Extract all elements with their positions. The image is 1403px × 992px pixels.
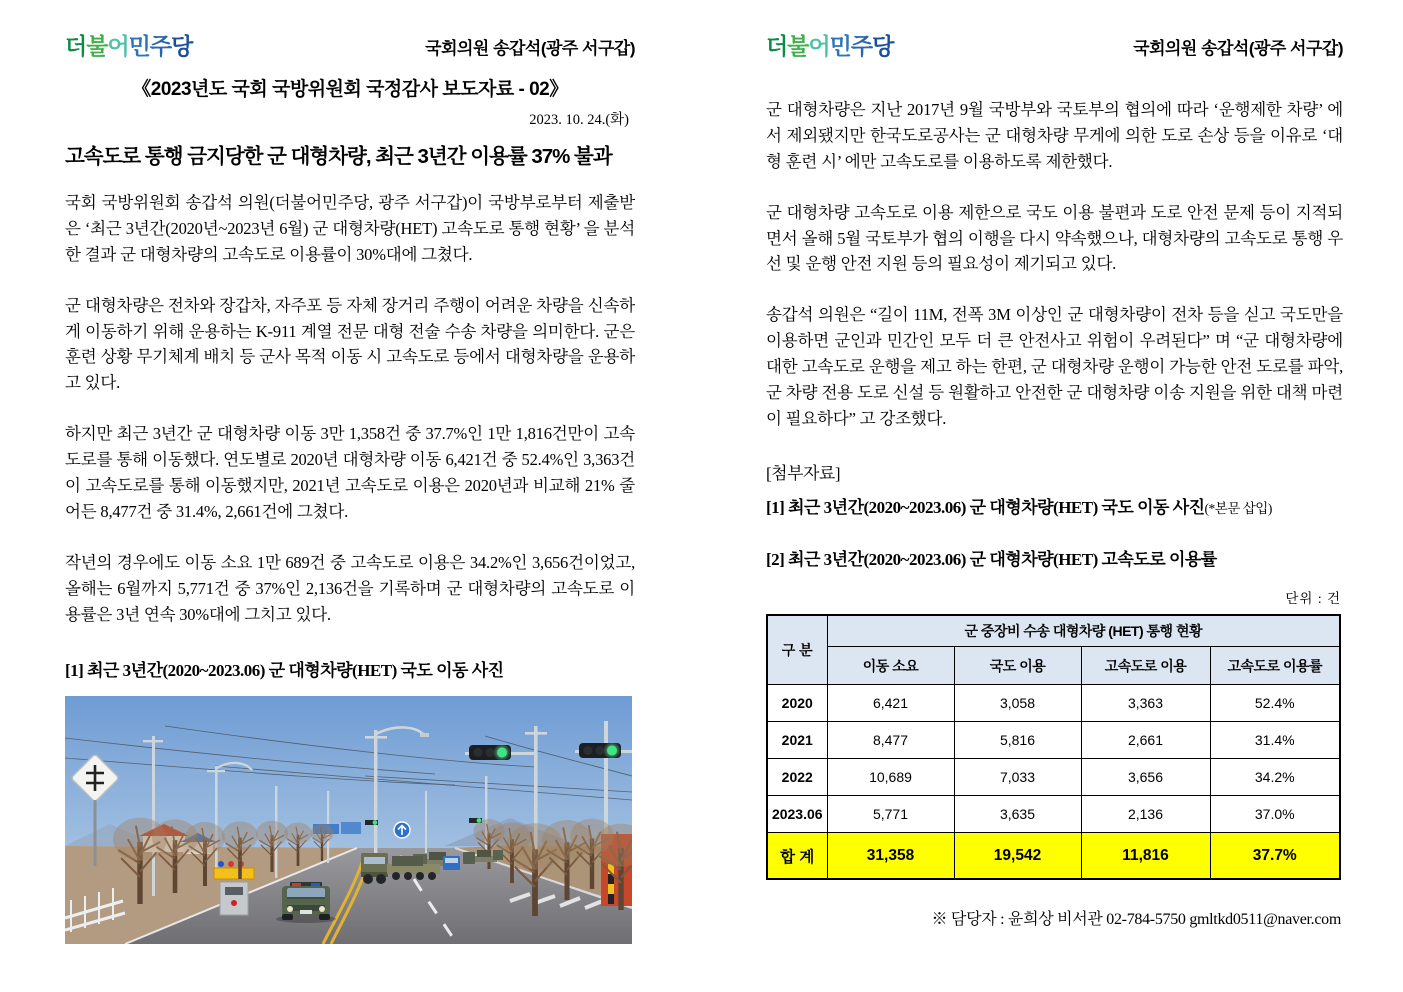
escort-vehicle	[276, 882, 336, 923]
paragraph: 송갑석 의원은 “길이 11M, 전폭 3M 이상인 군 대형차량이 전차 등을 싣고 국도만을 이용하면 군인과 민간인 모두 더 큰 안전사고 위험이 우려된다” 며 “군 대형차량에 대한 고속도로 운행을 제고 하는 한편, 군 대형차량 운행이 가능한 안전 도로를 파악, 군 차량 전용 도로 신설 등 원활하고 안전한 군 대형차량 이송 지원을 위한 대책 마련이 필요하다” 고 강조했다.	[766, 305, 1343, 428]
paragraph: 군 대형차량은 지난 2017년 9월 국방부와 국토부의 협의에 따라 ‘운행제한 차량’ 에서 제외됐지만 한국도로공사는 군 대형차량 무게에 의한 도로 손상 등을 이유로 ‘대형 훈련 시’ 에만 고속도로를 이용하도록 제한했다.	[766, 100, 1343, 171]
attachment-1-note: (*본문 삽입)	[1204, 500, 1272, 516]
road-sign-box	[214, 861, 254, 915]
attachment-item-1	[766, 493, 1343, 518]
convoy-photo	[65, 696, 632, 944]
page-right-header	[766, 28, 1343, 61]
paragraph: 하지만 최근 3년간 군 대형차량 이동 3만 1,358건 중 37.7%인 1만 1,816건만이 고속도로를 통해 이동했다. 연도별로 2020년 대형차량 이동 6,421건 중 52.4%인 3,363건이 고속도로를 통해 이동했지만, 2021년 고속도로 이용은 2020년과 비교해 21% 줄어든 8,477건 중 31.4%, 2,661건에 그쳤다.	[65, 424, 635, 521]
contact-line: ※ 담당자 : 윤희상 비서관 02-784-5750 gmltkd0511@naver.com	[931, 910, 1341, 928]
paragraph: 작년의 경우에도 이동 소요 1만 689건 중 고속도로 이용은 34.2%인 3,656건이었고, 올해는 6월까지 5,771건 중 37%인 2,136건을 기록하며 군 대형차량의 고속도로 이용률은 3년 연속 30%대에 그치고 있다.	[65, 552, 635, 624]
headline: 고속도로 통행 금지당한 군 대형차량, 최근 3년간 이용률 37% 불과	[65, 145, 612, 168]
highway-usage-table	[766, 614, 1341, 880]
page-left-header	[65, 28, 635, 61]
col-header: 고속도로 이용	[1081, 647, 1210, 685]
member-name: 국회의원 송갑석(광주 서구갑)	[1133, 39, 1343, 58]
page-left	[65, 28, 635, 944]
table-row: 2022 10,689 7,033 3,656 34.2%	[767, 759, 1340, 796]
table-total-row: 합 계 31,358 19,542 11,816 37.7%	[767, 833, 1340, 879]
attachments-label: [첨부자료]	[766, 463, 841, 483]
paragraph: 국회 국방위원회 송갑석 의원(더불어민주당, 광주 서구갑)이 국방부로부터 제출받은 ‘최근 3년간(2020년~2023년 6월) 군 대형차량(HET) 고속도로 통행 현황’ 을 분석한 결과 군 대형차량의 고속도로 이용률이 30%대에 그쳤다.	[65, 193, 635, 264]
direction-board	[341, 822, 361, 834]
party-logo: 더불어민주당	[65, 33, 193, 59]
paragraph: 군 대형차량은 전차와 장갑차, 자주포 등 자체 장거리 주행이 어려운 차량을 신속하게 이동하기 위해 운용하는 K-911 계열 전문 대형 전술 수송 차량을 의미한다. 군은 훈련 상황 무기체계 배치 등 군사 목적 이동 시 고속도로 등에서 대형차량을 운용하고 있다.	[65, 295, 635, 393]
document-title: 《2023년도 국회 국방위원회 국정감사 보도자료 - 02》	[132, 79, 568, 100]
party-logo: 더불어민주당	[766, 33, 894, 59]
attachment-1-text: [1] 최근 3년간(2020~2023.06) 군 대형차량(HET) 국도 이동 사진	[766, 497, 1205, 517]
table-row: 2020 6,421 3,058 3,363 52.4%	[767, 685, 1340, 722]
photo-heading: [1] 최근 3년간(2020~2023.06) 군 대형차량(HET) 국도 이동 사진	[65, 661, 504, 681]
table-row: 2021 8,477 5,816 2,661 31.4%	[767, 722, 1340, 759]
col-header: 이동 소요	[827, 647, 954, 685]
table-row-header: 구 분	[767, 615, 827, 685]
paragraph: 군 대형차량 고속도로 이용 제한으로 국도 이용 불편과 도로 안전 문제 등이 지적되면서 올해 5월 국토부가 협의 이행을 다시 약속했으나, 대형차량의 고속도로 통행 우선 및 운행 안전 지원 등의 필요성이 제기되고 있다.	[766, 202, 1343, 274]
document-date: 2023. 10. 24.(화)	[529, 112, 629, 128]
page-right	[766, 28, 1343, 929]
table-group-header: 군 중장비 수송 대형차량 (HET) 통행 현황	[827, 615, 1340, 647]
unit-label: 단위 : 건	[1285, 590, 1341, 606]
table-row: 2023.06 5,771 3,635 2,136 37.0%	[767, 796, 1340, 833]
col-header: 국도 이용	[954, 647, 1081, 685]
attachment-item-2: [2] 최근 3년간(2020~2023.06) 군 대형차량(HET) 고속도로 이용률	[766, 549, 1217, 569]
member-name: 국회의원 송갑석(광주 서구갑)	[425, 39, 635, 58]
col-header: 고속도로 이용률	[1210, 647, 1340, 685]
